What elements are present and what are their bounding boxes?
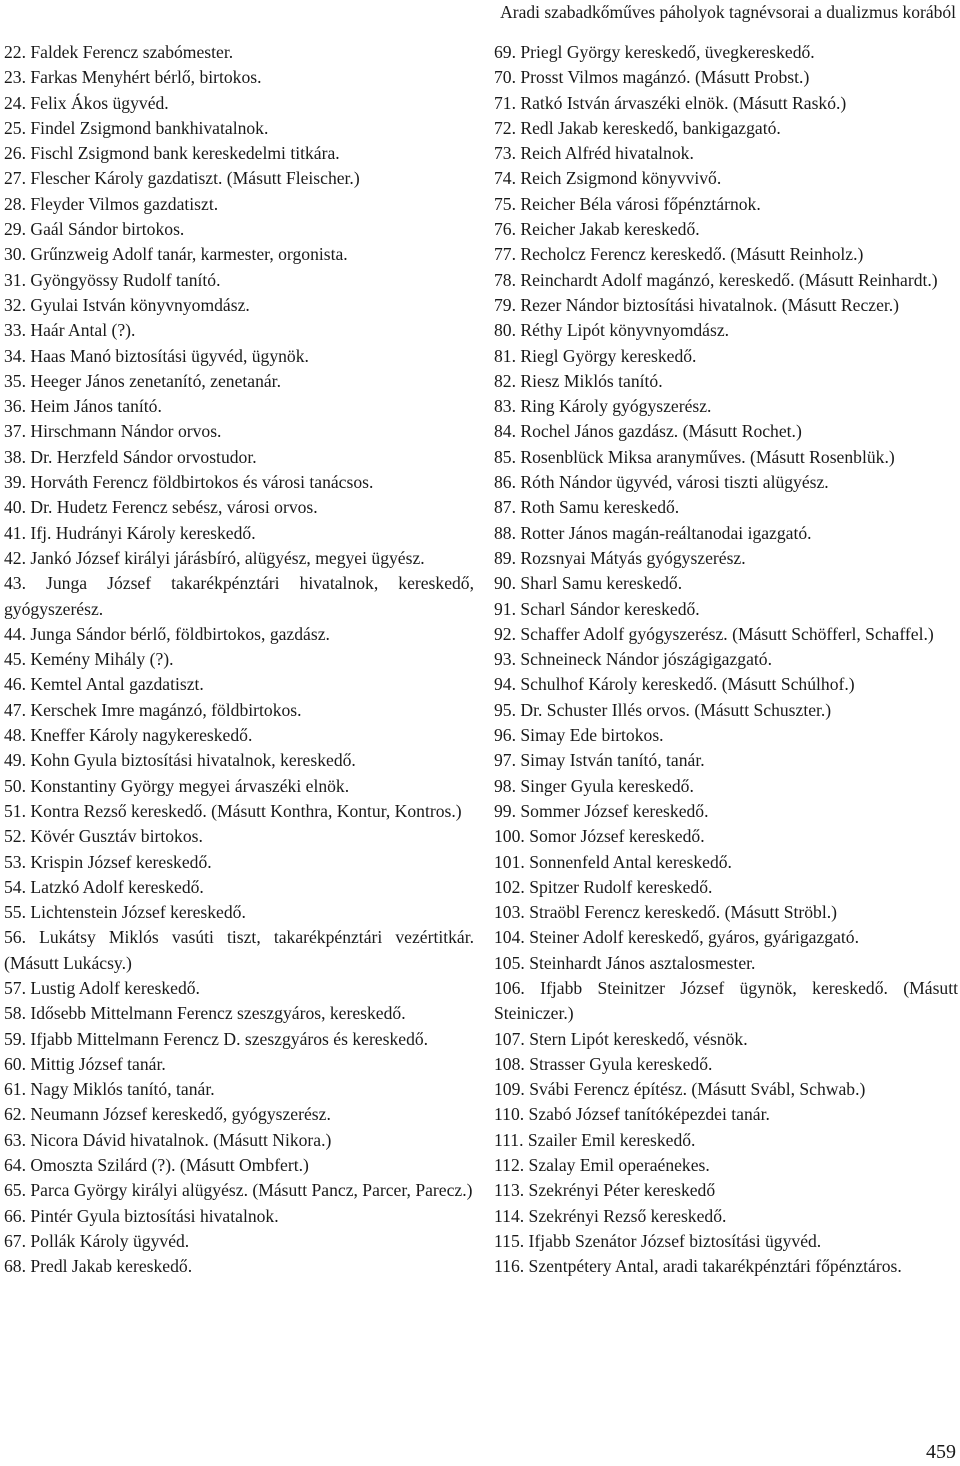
list-item: 106. Ifjabb Steinitzer József ügynök, kereskedő. (Másutt Steiniczer.) xyxy=(494,977,958,1024)
list-item: 64. Omoszta Szilárd (?). (Másutt Ombfert.) xyxy=(4,1155,309,1176)
list-item: 112. Szalay Emil operaénekes. xyxy=(494,1155,710,1176)
page-number: 459 xyxy=(926,1441,956,1463)
list-item: 25. Findel Zsigmond bankhivatalnok. xyxy=(4,117,269,138)
list-item: 82. Riesz Miklós tanító. xyxy=(494,370,663,391)
left-column xyxy=(4,40,474,1280)
list-item: 101. Sonnenfeld Antal kereskedő. xyxy=(494,851,732,872)
list-item: 68. Predl Jakab kereskedő. xyxy=(4,1256,193,1277)
list-item: 78. Reinchardt Adolf magánzó, kereskedő. (Másutt Reinhardt.) xyxy=(494,269,938,290)
list-item: 81. Riegl György kereskedő. xyxy=(494,345,697,366)
list-item: 97. Simay István tanító, tanár. xyxy=(494,750,705,771)
list-item: 27. Flescher Károly gazdatiszt. (Másutt Fleischer.) xyxy=(4,168,360,189)
list-item: 29. Gaál Sándor birtokos. xyxy=(4,219,185,240)
list-item: 48. Kneffer Károly nagykereskedő. xyxy=(4,725,253,746)
list-item: 41. Ifj. Hudrányi Károly kereskedő. xyxy=(4,522,256,543)
list-item: 44. Junga Sándor bérlő, földbirtokos, gazdász. xyxy=(4,623,330,644)
list-item: 32. Gyulai István könyvnyomdász. xyxy=(4,294,250,315)
list-item: 39. Horváth Ferencz földbirtokos és városi tanácsos. xyxy=(4,472,374,493)
list-item: 91. Scharl Sándor kereskedő. xyxy=(494,598,700,619)
list-item: 100. Somor József kereskedő. xyxy=(494,826,705,847)
list-item: 80. Réthy Lipót könyvnyomdász. xyxy=(494,320,730,341)
list-item: 89. Rozsnyai Mátyás gyógyszerész. xyxy=(494,547,746,568)
list-item: 93. Schneineck Nándor jószágigazgató. xyxy=(494,649,772,670)
list-item: 92. Schaffer Adolf gyógyszerész. (Másutt Schöfferl, Schaffel.) xyxy=(494,623,934,644)
list-item: 30. Grűnzweig Adolf tanár, karmester, orgonista. xyxy=(4,244,348,265)
list-item: 45. Kemény Mihály (?). xyxy=(4,649,174,670)
list-item: 40. Dr. Hudetz Ferencz sebész, városi orvos. xyxy=(4,497,318,518)
list-item: 76. Reicher Jakab kereskedő. xyxy=(494,219,700,240)
list-item: 88. Rotter János magán-reáltanodai igazgató. xyxy=(494,522,812,543)
list-item: 63. Nicora Dávid hivatalnok. (Másutt Nikora.) xyxy=(4,1129,332,1150)
list-item: 34. Haas Manó biztosítási ügyvéd, ügynök. xyxy=(4,345,309,366)
list-item: 83. Ring Károly gyógyszerész. xyxy=(494,396,712,417)
list-item: 28. Fleyder Vilmos gazdatiszt. xyxy=(4,193,219,214)
list-item: 113. Szekrényi Péter kereskedő xyxy=(494,1180,716,1201)
list-item: 108. Strasser Gyula kereskedő. xyxy=(494,1053,713,1074)
running-header: Aradi szabadkőműves páholyok tagnévsorai a dualizmus korából xyxy=(500,2,956,22)
list-item: 54. Latzkó Adolf kereskedő. xyxy=(4,876,204,897)
list-item: 56. Lukátsy Miklós vasúti tiszt, takarékpénztári vezértitkár. (Másutt Lukácsy.) xyxy=(4,927,474,973)
list-item: 85. Rosenblück Miksa aranyműves. (Másutt Rosenblük.) xyxy=(494,446,895,467)
list-item: 114. Szekrényi Rezső kereskedő. xyxy=(494,1205,727,1226)
list-item: 49. Kohn Gyula biztosítási hivatalnok, kereskedő. xyxy=(4,750,356,771)
list-item: 51. Kontra Rezső kereskedő. (Másutt Konthra, Kontur, Kontros.) xyxy=(4,800,462,821)
list-item: 95. Dr. Schuster Illés orvos. (Másutt Schuszter.) xyxy=(494,699,832,720)
list-item: 77. Recholcz Ferencz kereskedő. (Másutt Reinholz.) xyxy=(494,244,864,265)
list-item: 42. Jankó József királyi járásbíró, alügyész, megyei ügyész. xyxy=(4,547,425,568)
list-item: 103. Straöbl Ferencz kereskedő. (Másutt Ströbl.) xyxy=(494,902,838,923)
list-item: 75. Reicher Béla városi főpénztárnok. xyxy=(494,193,761,214)
right-column xyxy=(494,40,958,1280)
list-item: 24. Felix Ákos ügyvéd. xyxy=(4,92,169,113)
list-item: 55. Lichtenstein József kereskedő. xyxy=(4,902,246,923)
list-item: 59. Ifjabb Mittelmann Ferencz D. szeszgyáros és kereskedő. xyxy=(4,1028,429,1049)
list-item: 35. Heeger János zenetanító, zenetanár. xyxy=(4,370,281,391)
list-item: 60. Mittig József tanár. xyxy=(4,1053,166,1074)
list-item: 69. Priegl György kereskedő, üvegkereskedő. xyxy=(494,42,815,62)
list-item: 22. Faldek Ferencz szabómester. xyxy=(4,42,234,62)
list-item: 99. Sommer József kereskedő. xyxy=(494,800,709,821)
list-item: 53. Krispin József kereskedő. xyxy=(4,851,212,872)
list-item: 70. Prosst Vilmos magánzó. (Másutt Probst.) xyxy=(494,67,810,88)
list-item: 111. Szailer Emil kereskedő. xyxy=(494,1129,696,1150)
list-item: 115. Ifjabb Szenátor József biztosítási ügyvéd. xyxy=(494,1230,822,1251)
list-item: 102. Spitzer Rudolf kereskedő. xyxy=(494,876,713,897)
list-item: 65. Parca György királyi alügyész. (Másutt Pancz, Parcer, Parecz.) xyxy=(4,1180,473,1201)
list-item: 105. Steinhardt János asztalosmester. xyxy=(494,952,756,973)
list-item: 36. Heim János tanító. xyxy=(4,396,162,417)
list-item: 98. Singer Gyula kereskedő. xyxy=(494,775,694,796)
list-item: 94. Schulhof Károly kereskedő. (Másutt Schúlhof.) xyxy=(494,674,855,695)
list-item: 73. Reich Alfréd hivatalnok. xyxy=(494,143,694,164)
list-item: 58. Idősebb Mittelmann Ferencz szeszgyáros, kereskedő. xyxy=(4,1003,406,1024)
list-item: 96. Simay Ede birtokos. xyxy=(494,725,664,746)
list-item: 86. Róth Nándor ügyvéd, városi tiszti alügyész. xyxy=(494,472,829,493)
list-item: 110. Szabó József tanítóképezdei tanár. xyxy=(494,1104,770,1125)
list-item: 116. Szentpétery Antal, aradi takarékpénztári főpénztáros. xyxy=(494,1256,902,1277)
list-item: 46. Kemtel Antal gazdatiszt. xyxy=(4,674,204,695)
list-item: 71. Ratkó István árvaszéki elnök. (Másutt Raskó.) xyxy=(494,92,847,113)
list-item: 72. Redl Jakab kereskedő, bankigazgató. xyxy=(494,117,781,138)
list-item: 79. Rezer Nándor biztosítási hivatalnok. (Másutt Reczer.) xyxy=(494,294,900,315)
list-item: 74. Reich Zsigmond könyvvivő. xyxy=(494,168,722,189)
list-item: 38. Dr. Herzfeld Sándor orvostudor. xyxy=(4,446,257,467)
list-item: 61. Nagy Miklós tanító, tanár. xyxy=(4,1079,215,1100)
list-item: 33. Haár Antal (?). xyxy=(4,320,136,341)
list-item: 43. Junga József takarékpénztári hivatalnok, kereskedő, gyógyszerész. xyxy=(4,573,474,619)
list-item: 107. Stern Lipót kereskedő, vésnök. xyxy=(494,1028,748,1049)
list-item: 31. Gyöngyössy Rudolf tanító. xyxy=(4,269,221,290)
list-item: 62. Neumann József kereskedő, gyógyszerész. xyxy=(4,1104,331,1125)
list-item: 104. Steiner Adolf kereskedő, gyáros, gyárigazgató. xyxy=(494,927,859,948)
list-item: 26. Fischl Zsigmond bank kereskedelmi titkára. xyxy=(4,143,340,164)
list-item: 84. Rochel János gazdász. (Másutt Rochet.) xyxy=(494,421,802,442)
list-item: 90. Sharl Samu kereskedő. xyxy=(494,573,683,594)
list-item: 57. Lustig Adolf kereskedő. xyxy=(4,977,200,998)
list-item: 47. Kerschek Imre magánzó, földbirtokos. xyxy=(4,699,302,720)
list-item: 52. Kövér Gusztáv birtokos. xyxy=(4,826,203,847)
list-item: 37. Hirschmann Nándor orvos. xyxy=(4,421,222,442)
list-item: 109. Svábi Ferencz építész. (Másutt Svábl, Schwab.) xyxy=(494,1079,866,1100)
list-item: 50. Konstantiny György megyei árvaszéki elnök. xyxy=(4,775,350,796)
list-item: 87. Roth Samu kereskedő. xyxy=(494,497,680,518)
list-item: 23. Farkas Menyhért bérlő, birtokos. xyxy=(4,67,262,88)
list-item: 67. Pollák Károly ügyvéd. xyxy=(4,1230,190,1251)
list-item: 66. Pintér Gyula biztosítási hivatalnok. xyxy=(4,1205,279,1226)
